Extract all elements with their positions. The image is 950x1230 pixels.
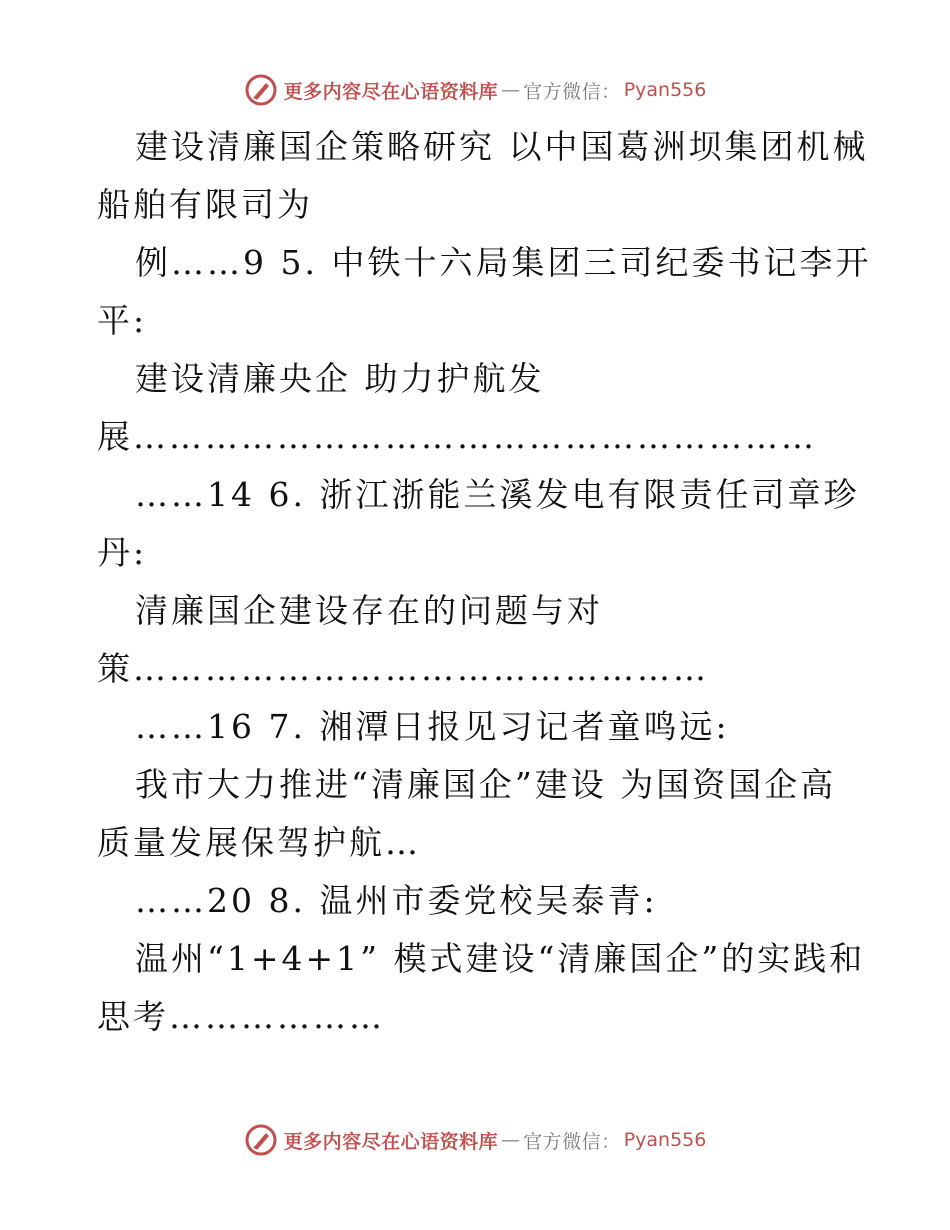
text-line: 清廉国企建设存在的问题与对 bbox=[135, 591, 603, 630]
text-line: 温州“1+4+1” 模式建设“清廉国企”的实践和 bbox=[135, 939, 866, 978]
pen-logo-icon bbox=[244, 73, 278, 107]
watermark-separator: — bbox=[501, 1129, 521, 1151]
footer-watermark bbox=[0, 1120, 950, 1160]
document-body bbox=[97, 118, 872, 1046]
watermark-wechat-label: 官方微信： bbox=[523, 80, 621, 103]
text-line: 我市大力推进“清廉国企”建设 为国资国企高 bbox=[135, 765, 837, 804]
text-line: 思考……………… bbox=[97, 997, 385, 1036]
watermark-wechat-id: Pyan556 bbox=[623, 79, 707, 101]
watermark-wechat-label: 官方微信： bbox=[523, 1130, 621, 1153]
watermark-separator: — bbox=[501, 79, 521, 101]
text-line: 船舶有限司为 bbox=[97, 185, 313, 224]
watermark-wechat-id: Pyan556 bbox=[623, 1129, 707, 1151]
text-line: 建设清廉央企 助力护航发 bbox=[135, 359, 545, 398]
text-line: 建设清廉国企策略研究 以中国葛洲坝集团机械 bbox=[135, 127, 869, 166]
watermark-brand-text: 更多内容尽在心语资料库 bbox=[283, 1130, 499, 1153]
text-line: 策………………………………………… bbox=[97, 649, 709, 688]
watermark-brand-text: 更多内容尽在心语资料库 bbox=[283, 80, 499, 103]
text-line: ……16 7. 湘潭日报见习记者童鸣远: bbox=[135, 707, 730, 746]
text-line: 丹: bbox=[97, 533, 148, 572]
pen-logo-icon bbox=[244, 1123, 278, 1157]
text-line: 例……9 5. 中铁十六局集团三司纪委书记李开 bbox=[135, 243, 872, 282]
text-line: ……14 6. 浙江浙能兰溪发电有限责任司章珍 bbox=[135, 475, 860, 514]
header-watermark bbox=[0, 70, 950, 110]
text-line: 平: bbox=[97, 301, 148, 340]
text-line: 质量发展保驾护航… bbox=[97, 823, 421, 862]
text-line: ……20 8. 温州市委党校吴泰青: bbox=[135, 881, 658, 920]
text-line: 展………………………………………………… bbox=[97, 417, 817, 456]
